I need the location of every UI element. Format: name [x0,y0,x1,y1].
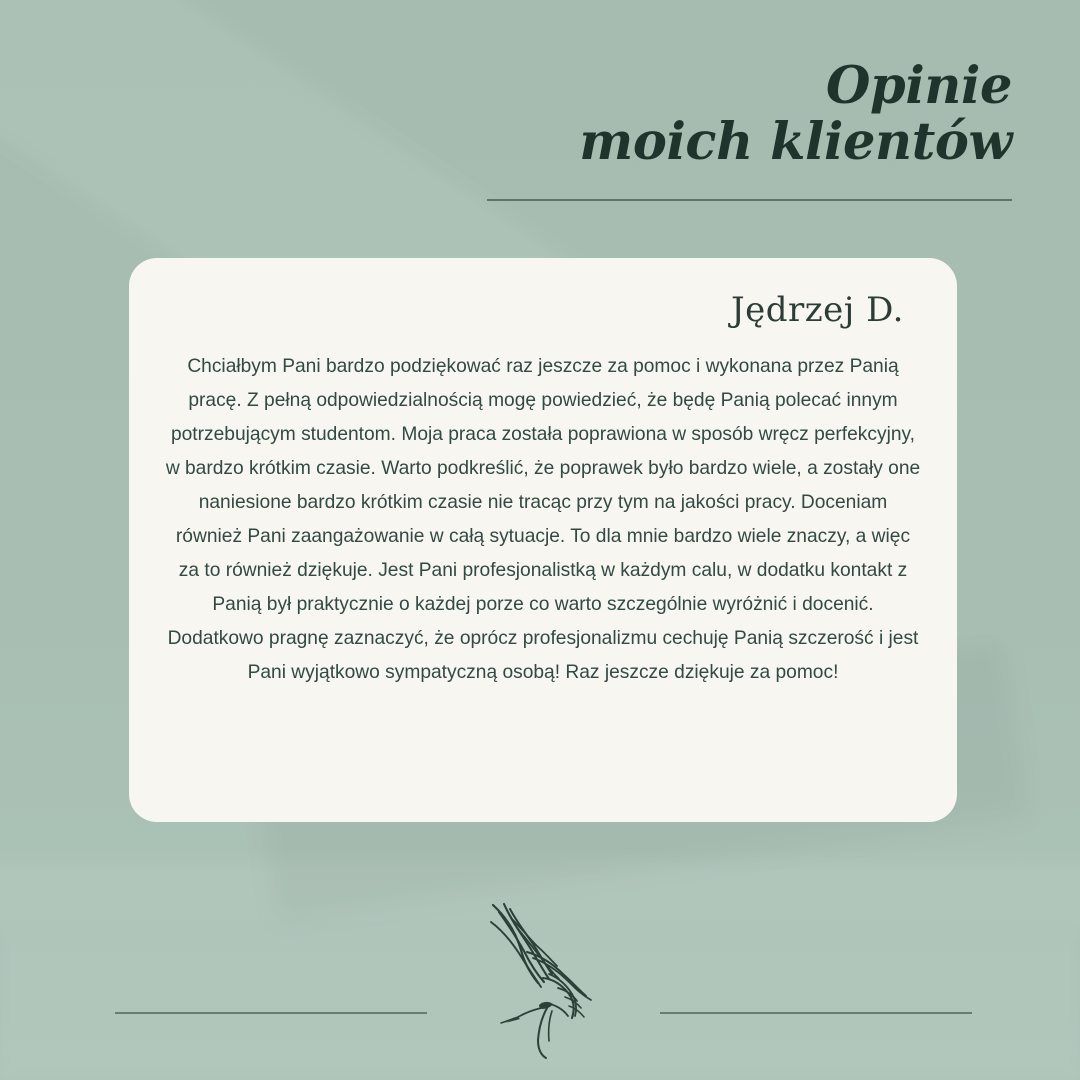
footer-left-divider [115,1012,427,1014]
bird-logo-icon [485,900,605,1060]
page-title-line: Opinie [826,56,1012,116]
title-divider [487,199,1012,201]
testimonial-author: Jędrzej D. [730,290,904,330]
footer-right-divider [660,1012,972,1014]
page-title-line: moich klientów [579,112,1012,173]
testimonial-card [129,258,957,822]
testimonial-text: Chciałbym Pani bardzo podziękować raz jeszcze za pomoc i wykonana przez Panią pracę. Z pełną odpowiedzialnością mogę powiedzieć, że będę Panią polecać innym potrzebującym studentom. Moja praca została poprawiona w sposób wręcz perfekcyjny, w bardzo krótkim czasie. Warto podkreślić, że poprawek było bardzo wiele, a zostały one naniesione bardzo krótkim czasie nie tracąc przy tym na jakości pracy. Doceniam również Pani zaangażowanie w całą sytuacje. To dla mnie bardzo wiele znaczy, a więc za to również dziękuje. Jest Pani profesjonalistką w każdym calu, w dodatku kontakt z Panią był praktycznie o każdej porze co warto szczególnie wyróżnić i docenić. Dodatkowo pragnę zaznaczyć, że oprócz profesjonalizmu cechuję Panią szczerość i jest Pani wyjątkowo sympatyczną osobą! Raz jeszcze dziękuje za pomoc! [165,356,921,683]
page-title [579,56,1012,173]
